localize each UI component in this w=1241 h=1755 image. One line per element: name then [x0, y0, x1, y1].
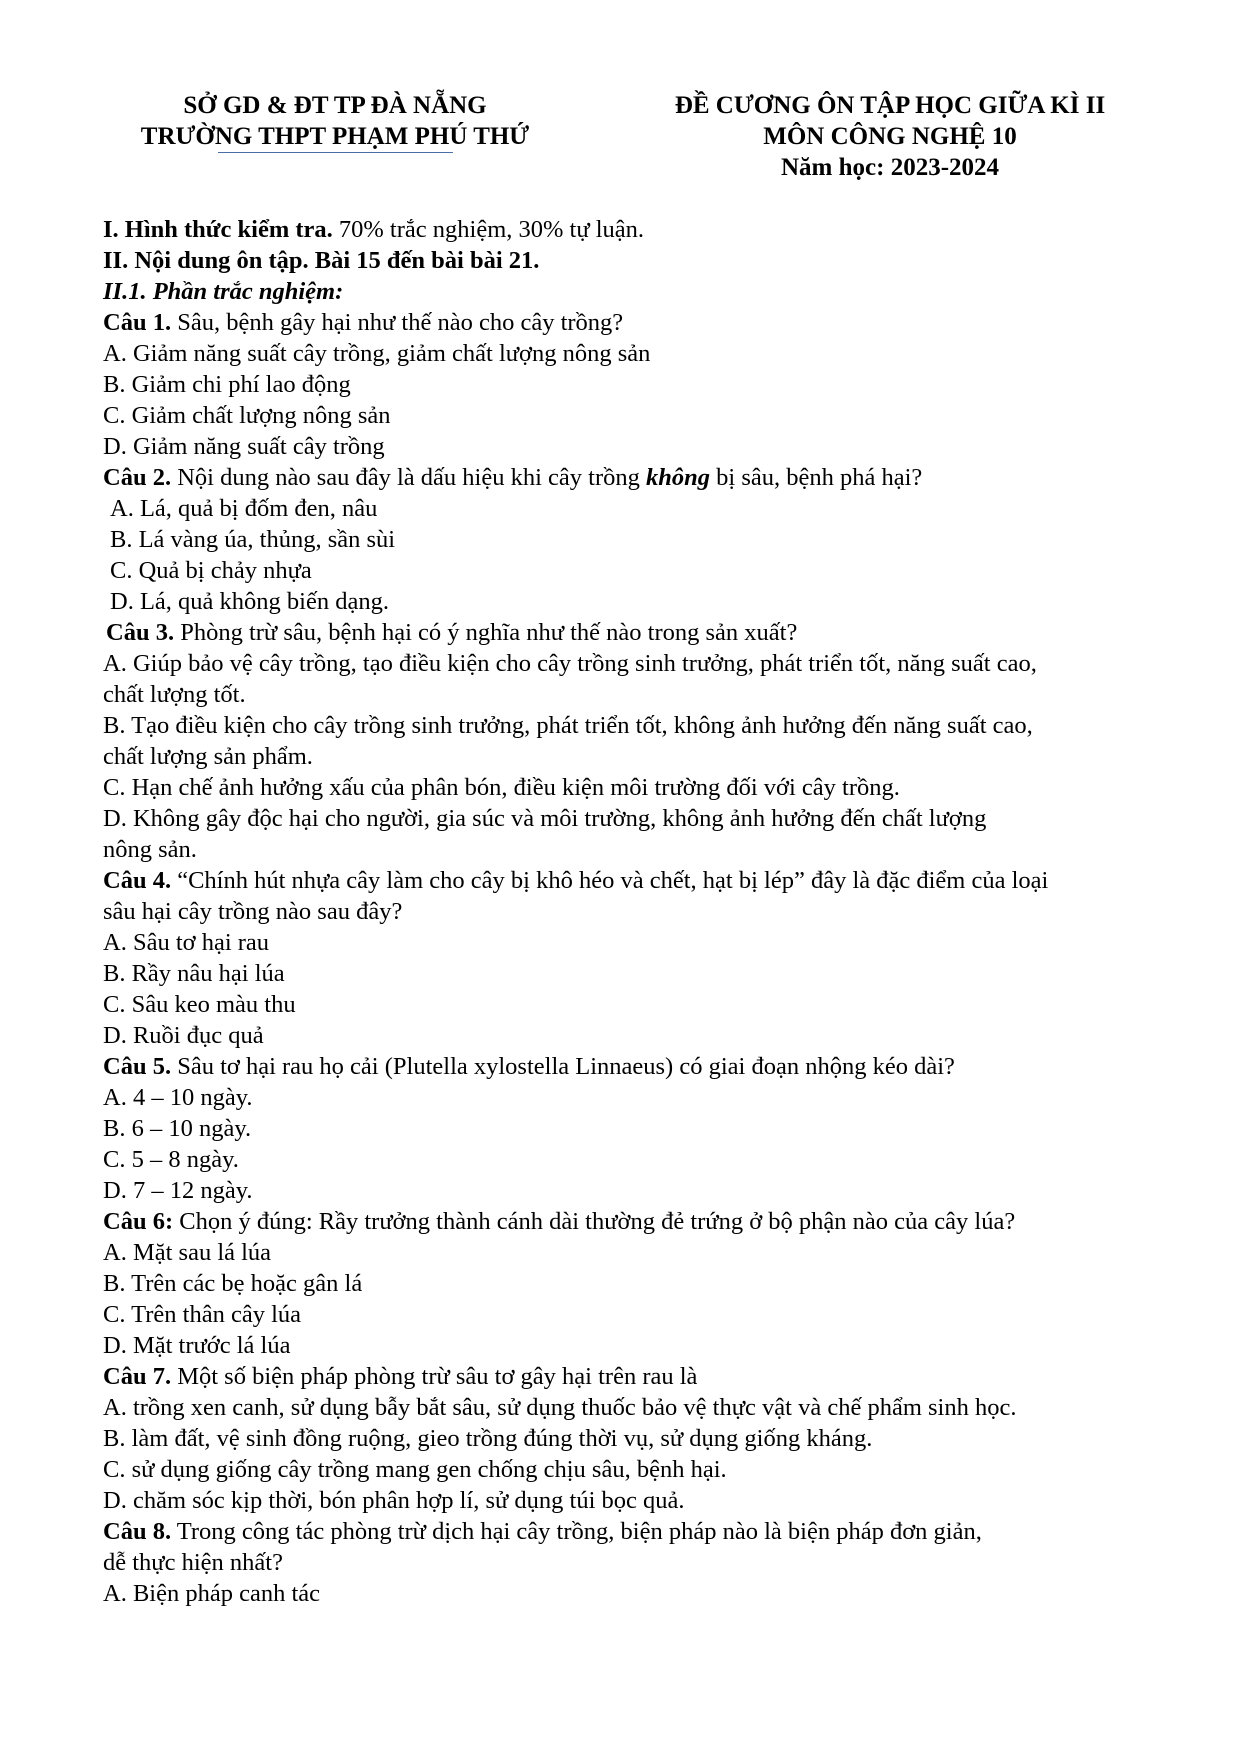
school-name: TRƯỜNG THPT PHẠM PHÚ THỨ: [140, 123, 530, 150]
answer-option: C. 5 – 8 ngày.: [103, 1146, 239, 1173]
answer-option: A. trồng xen canh, sử dụng bẫy bắt sâu, sử dụng thuốc bảo vệ thực vật và chế phẩm sinh học.: [103, 1394, 1017, 1421]
exam-header: [630, 90, 1150, 183]
answer-option: C. Quả bị chảy nhựa: [110, 557, 312, 584]
question-stem: [103, 1051, 1153, 1082]
answer-option-continuation: nông sản.: [103, 836, 197, 863]
answer-option-continuation: chất lượng tốt.: [103, 681, 246, 708]
question-text: bị sâu, bệnh phá hại?: [710, 464, 923, 491]
question-number: Câu 3.: [106, 619, 175, 646]
section-exam-format: [103, 214, 1153, 245]
header-underline: [218, 152, 453, 153]
answer-option: B. Lá vàng úa, thủng, sần sùi: [110, 526, 396, 553]
question-stem: [103, 462, 1153, 493]
answer-option: A. Lá, quả bị đốm đen, nâu: [110, 495, 378, 522]
answer-option: D. Giảm năng suất cây trồng: [103, 433, 385, 460]
section-review-content: [103, 245, 1153, 276]
answer-option: B. 6 – 10 ngày.: [103, 1115, 252, 1142]
question-stem: [103, 865, 1153, 896]
answer-option: B. Giảm chi phí lao động: [103, 371, 351, 398]
question-stem: [103, 1361, 1153, 1392]
subject-name: MÔN CÔNG NGHỆ 10: [763, 123, 1017, 150]
question-stem: [103, 1206, 1153, 1237]
answer-option: D. Lá, quả không biến dạng.: [110, 588, 389, 615]
question-stem: [103, 307, 1153, 338]
section-multiple-choice: [103, 276, 1153, 307]
question-text-continuation: dễ thực hiện nhất?: [103, 1549, 283, 1576]
answer-option: C. Trên thân cây lúa: [103, 1301, 302, 1328]
answer-option: D. Ruồi đục quả: [103, 1022, 264, 1049]
emphasis-text: không: [646, 464, 711, 491]
answer-option: C. Giảm chất lượng nông sản: [103, 402, 391, 429]
answer-option: A. Mặt sau lá lúa: [103, 1239, 272, 1266]
answer-option: C. sử dụng giống cây trồng mang gen chống chịu sâu, bệnh hại.: [103, 1456, 727, 1483]
answer-option: A. Giúp bảo vệ cây trồng, tạo điều kiện cho cây trồng sinh trưởng, phát triển tốt, năng suất cao,: [103, 650, 1037, 677]
answer-option: C. Sâu keo màu thu: [103, 991, 296, 1018]
answer-option: D. Mặt trước lá lúa: [103, 1332, 291, 1359]
answer-option: A. 4 – 10 ngày.: [103, 1084, 253, 1111]
answer-option: C. Hạn chế ảnh hưởng xấu của phân bón, điều kiện môi trường đối với cây trồng.: [103, 774, 900, 801]
section-label: II. Nội dung ôn tập. Bài 15 đến bài bài 21.: [103, 247, 540, 274]
question-number: Câu 1.: [103, 309, 172, 336]
section-label: II.1. Phần trắc nghiệm:: [103, 278, 344, 305]
answer-option-continuation: chất lượng sản phẩm.: [103, 743, 313, 770]
question-number: Câu 5.: [103, 1053, 172, 1080]
document-body: [103, 214, 1153, 1609]
answer-option: B. Rầy nâu hại lúa: [103, 960, 285, 987]
question-text: Nội dung nào sau đây là dấu hiệu khi cây trồng: [171, 464, 646, 491]
document-title: ĐỀ CƯƠNG ÔN TẬP HỌC GIỮA KÌ II: [674, 92, 1106, 119]
answer-option: A. Giảm năng suất cây trồng, giảm chất lượng nông sản: [103, 340, 651, 367]
question-text: Phòng trừ sâu, bệnh hại có ý nghĩa như thế nào trong sản xuất?: [174, 619, 798, 646]
question-text: Sâu tơ hại rau họ cải (Plutella xylostella Linnaeus) có giai đoạn nhộng kéo dài?: [171, 1053, 955, 1080]
answer-option: B. làm đất, vệ sinh đồng ruộng, gieo trồng đúng thời vụ, sử dụng giống kháng.: [103, 1425, 873, 1452]
question-number: Câu 2.: [103, 464, 172, 491]
question-number: Câu 8.: [103, 1518, 172, 1545]
answer-option: A. Biện pháp canh tác: [103, 1580, 321, 1607]
question-text: Trong công tác phòng trừ dịch hại cây trồng, biện pháp nào là biện pháp đơn giản,: [171, 1518, 982, 1545]
answer-option: A. Sâu tơ hại rau: [103, 929, 270, 956]
question-text: Sâu, bệnh gây hại như thế nào cho cây trồng?: [171, 309, 624, 336]
section-label: I. Hình thức kiểm tra.: [103, 216, 333, 243]
school-year: Năm học: 2023-2024: [780, 154, 1000, 181]
department-name: SỞ GD & ĐT TP ĐÀ NẴNG: [183, 92, 487, 119]
answer-option: B. Tạo điều kiện cho cây trồng sinh trưởng, phát triển tốt, không ảnh hưởng đến năng suất cao,: [103, 712, 1033, 739]
question-text: Một số biện pháp phòng trừ sâu tơ gây hại trên rau là: [171, 1363, 698, 1390]
question-text-continuation: sâu hại cây trồng nào sau đây?: [103, 898, 403, 925]
question-stem: [103, 1516, 1153, 1547]
answer-option: D. chăm sóc kịp thời, bón phân hợp lí, sử dụng túi bọc quả.: [103, 1487, 685, 1514]
answer-option: D. 7 – 12 ngày.: [103, 1177, 253, 1204]
question-number: Câu 7.: [103, 1363, 172, 1390]
question-number: Câu 4.: [103, 867, 172, 894]
question-text: “Chính hút nhựa cây làm cho cây bị khô héo và chết, hạt bị lép” đây là đặc điểm của loại: [171, 867, 1049, 894]
answer-option: B. Trên các bẹ hoặc gân lá: [103, 1270, 363, 1297]
section-text: 70% trắc nghiệm, 30% tự luận.: [332, 216, 645, 243]
question-number: Câu 6:: [103, 1208, 174, 1235]
answer-option: D. Không gây độc hại cho người, gia súc và môi trường, không ảnh hưởng đến chất lượng: [103, 805, 987, 832]
question-text: Chọn ý đúng: Rầy trưởng thành cánh dài thường đẻ trứng ở bộ phận nào của cây lúa?: [173, 1208, 1016, 1235]
school-header: [100, 90, 570, 153]
question-stem: [103, 617, 1153, 648]
